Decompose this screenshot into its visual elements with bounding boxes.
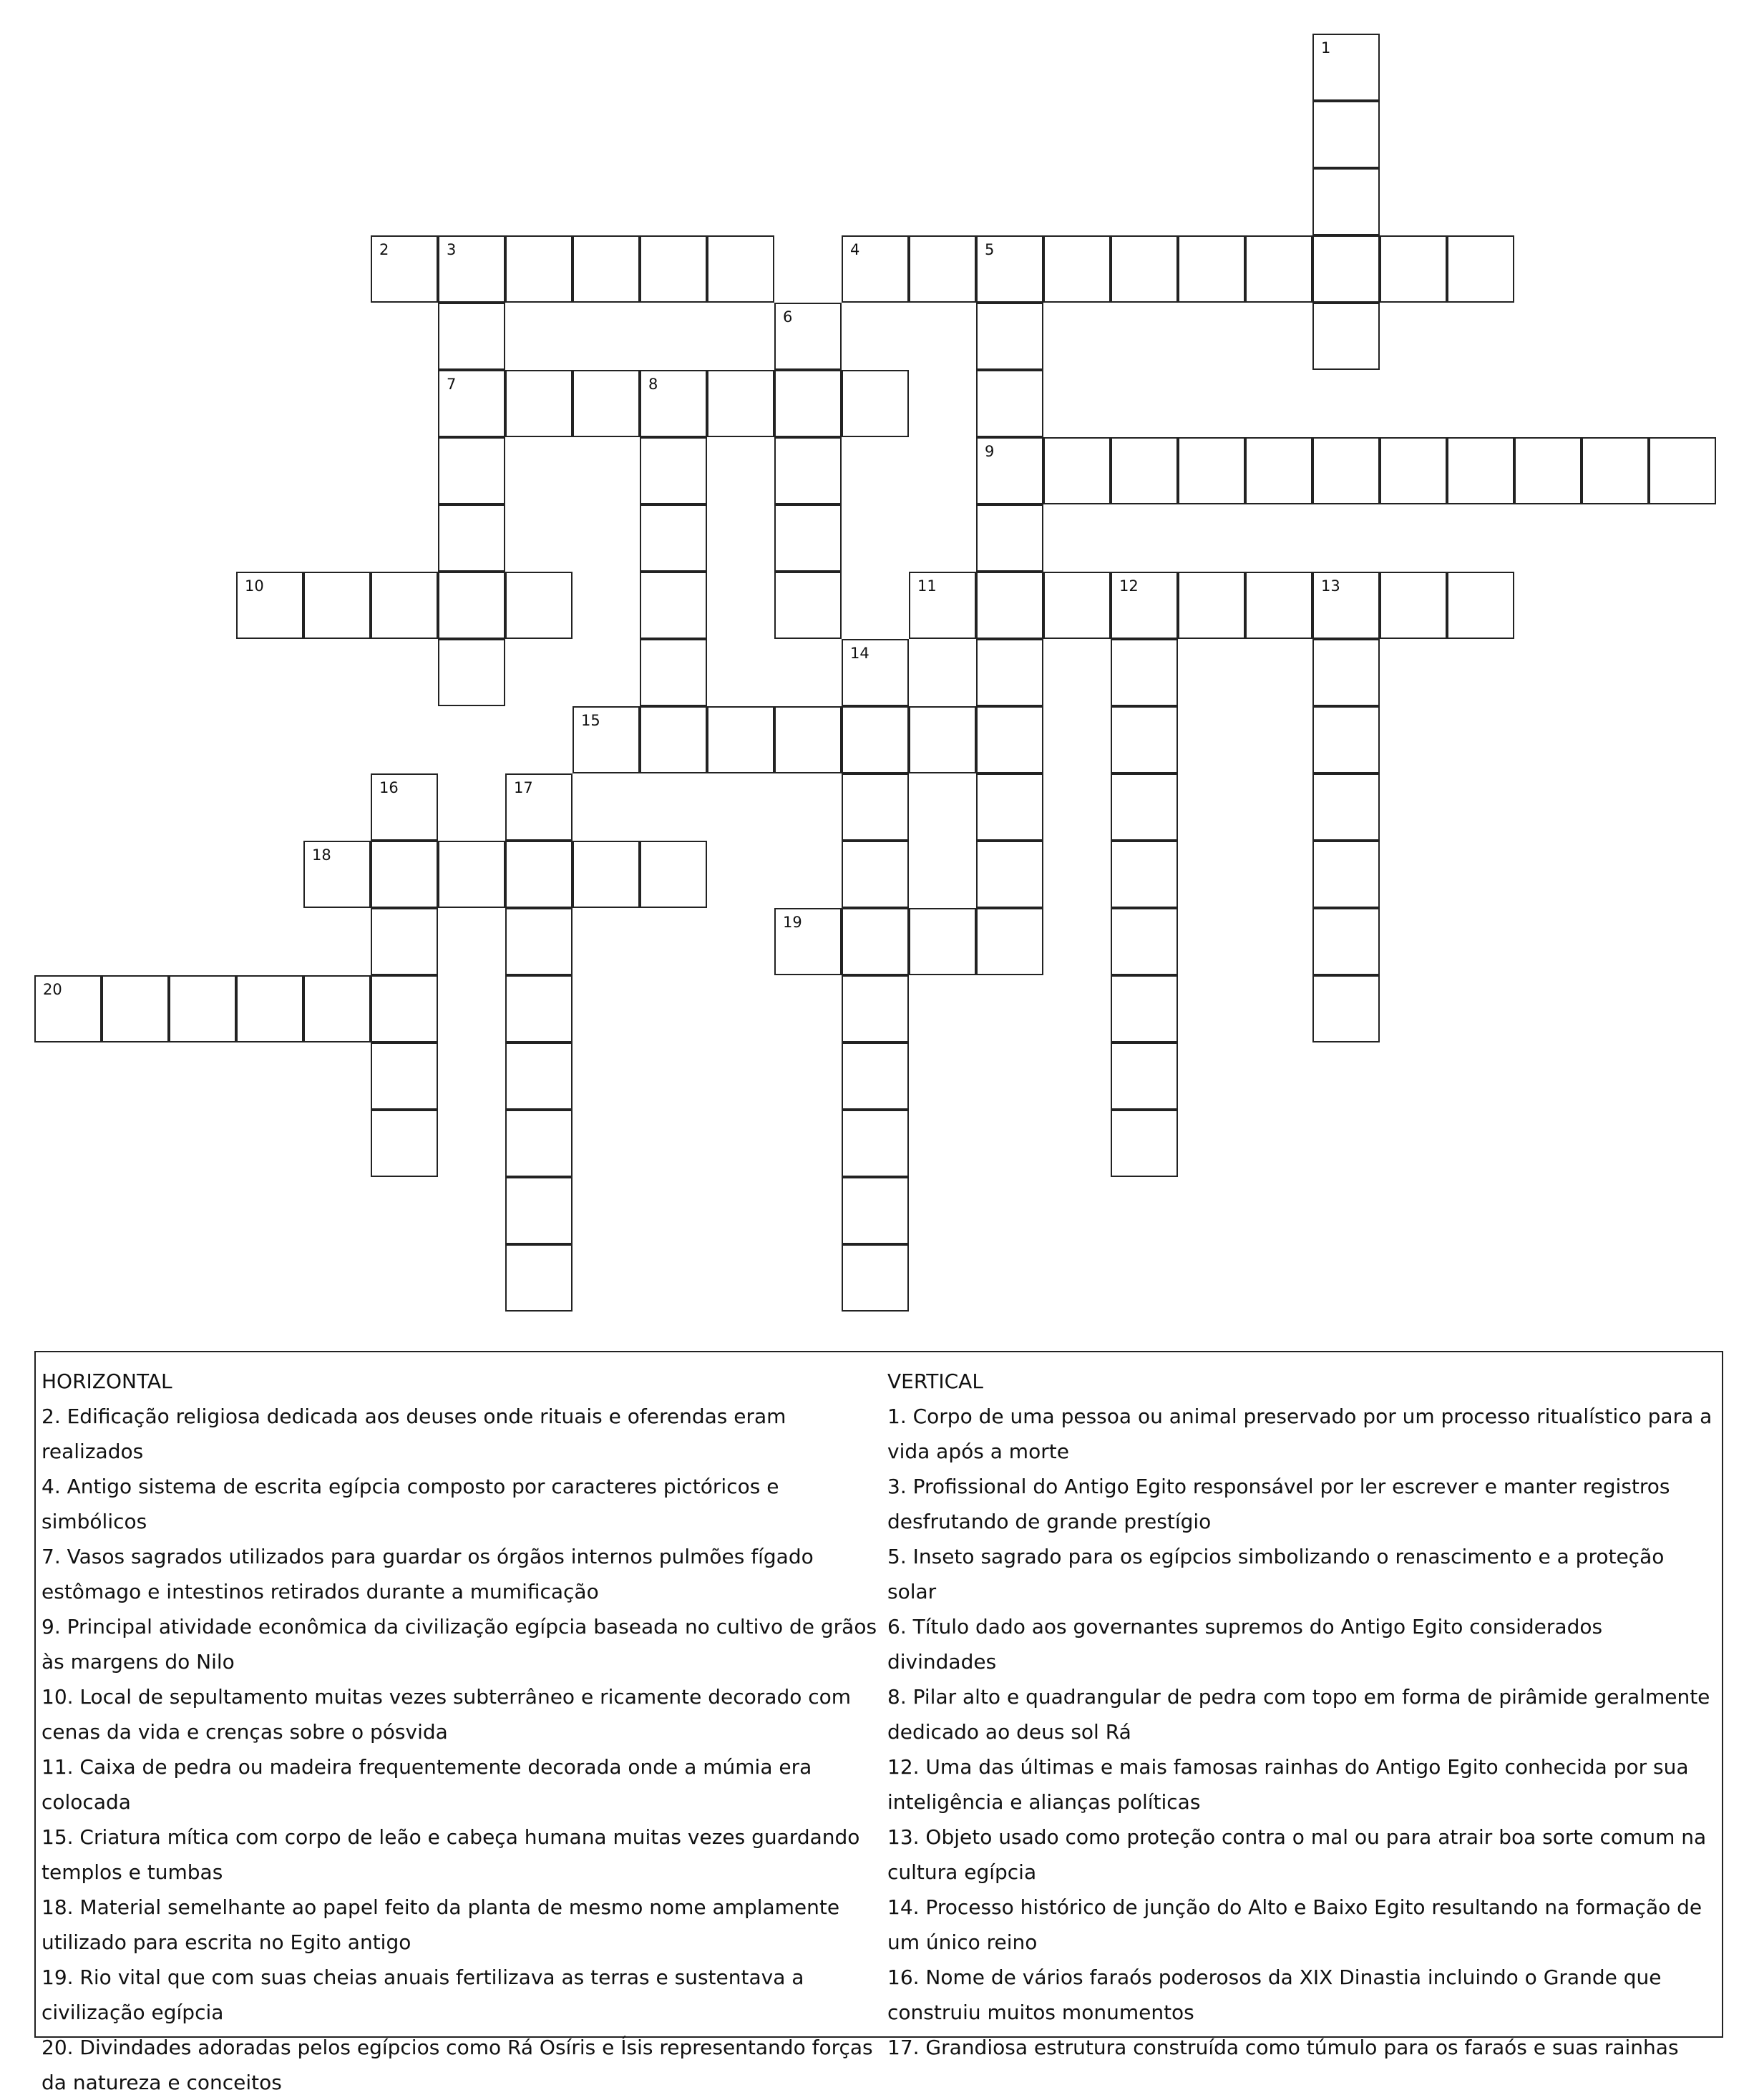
grid-cell[interactable] — [371, 572, 438, 639]
grid-cell[interactable] — [976, 841, 1043, 908]
horizontal-clues — [42, 1364, 879, 2100]
cell-number: 17 — [514, 779, 533, 796]
grid-cell[interactable] — [438, 841, 505, 908]
clue-h-18: 18. Material semelhante ao papel feito da planta de mesmo nome amplamente utilizado para escrita no Egito antigo — [42, 1895, 840, 1954]
grid-cell[interactable] — [505, 370, 573, 437]
grid-cell[interactable] — [842, 235, 909, 303]
grid-cell[interactable] — [1111, 235, 1178, 303]
grid-cell[interactable] — [303, 841, 371, 908]
cell-number: 12 — [1119, 577, 1139, 595]
cell-number: 2 — [379, 241, 389, 258]
grid-cell[interactable] — [1312, 975, 1380, 1042]
grid-cell[interactable] — [842, 975, 909, 1042]
grid-cell[interactable] — [976, 303, 1043, 370]
grid-cell[interactable] — [909, 706, 976, 773]
grid-cell[interactable] — [438, 235, 505, 303]
grid-cell[interactable] — [1111, 908, 1178, 975]
grid-cell[interactable] — [640, 437, 707, 504]
grid-cell[interactable] — [774, 303, 842, 370]
grid-cell[interactable] — [976, 706, 1043, 773]
grid-cell[interactable] — [640, 370, 707, 437]
grid-cell[interactable] — [371, 841, 438, 908]
grid-cell[interactable] — [976, 908, 1043, 975]
cell-number: 19 — [783, 914, 802, 931]
grid-cell[interactable] — [976, 504, 1043, 572]
grid-cell[interactable] — [774, 370, 842, 437]
grid-cell[interactable] — [505, 1244, 573, 1312]
grid-cell[interactable] — [34, 975, 102, 1042]
clue-h-4: 4. Antigo sistema de escrita egípcia composto por caracteres pictóricos e simbólicos — [42, 1475, 779, 1533]
grid-cell[interactable] — [842, 1042, 909, 1110]
grid-cell[interactable] — [1380, 437, 1447, 504]
grid-cell[interactable] — [842, 1244, 909, 1312]
grid-cell[interactable] — [774, 437, 842, 504]
clue-h-20: 20. Divindades adoradas pelos egípcios como Rá Osíris e Ísis representando forças da natureza e conceitos — [42, 2036, 873, 2094]
vertical-heading: VERTICAL — [887, 1369, 983, 1393]
grid-cell[interactable] — [1178, 235, 1245, 303]
grid-cell[interactable] — [1312, 773, 1380, 841]
clue-h-19: 19. Rio vital que com suas cheias anuais fertilizava as terras e sustentava a civilização egípcia — [42, 1965, 804, 2024]
grid-cell[interactable] — [573, 706, 640, 773]
grid-cell[interactable] — [842, 908, 909, 975]
grid-cell[interactable] — [1582, 437, 1649, 504]
grid-cell[interactable] — [774, 504, 842, 572]
grid-cell[interactable] — [909, 908, 976, 975]
grid-cell[interactable] — [707, 706, 774, 773]
grid-cell[interactable] — [573, 841, 640, 908]
clue-v-1: 1. Corpo de uma pessoa ou animal preservado por um processo ritualístico para a vida após a morte — [887, 1405, 1713, 1463]
grid-cell[interactable] — [1514, 437, 1582, 504]
grid-cell[interactable] — [909, 572, 976, 639]
grid-cell[interactable] — [1312, 34, 1380, 101]
grid-cell[interactable] — [774, 572, 842, 639]
cell-number: 8 — [648, 376, 658, 393]
grid-cell[interactable] — [976, 437, 1043, 504]
grid-cell[interactable] — [1178, 572, 1245, 639]
cell-number: 15 — [581, 712, 600, 729]
clue-h-10: 10. Local de sepultamento muitas vezes subterrâneo e ricamente decorado com cenas da vida e crenças sobre o pósvida — [42, 1685, 852, 1744]
cell-number: 6 — [783, 308, 793, 326]
clue-v-16: 16. Nome de vários faraós poderosos da XIX Dinastia incluindo o Grande que construiu muitos monumentos — [887, 1965, 1662, 2024]
cell-number: 4 — [850, 241, 860, 258]
grid-cell[interactable] — [303, 572, 371, 639]
grid-cell[interactable] — [1312, 908, 1380, 975]
clue-h-9: 9. Principal atividade econômica da civilização egípcia baseada no cultivo de grãos às margens do Nilo — [42, 1615, 877, 1674]
grid-cell[interactable] — [1043, 572, 1111, 639]
clue-v-14: 14. Processo histórico de junção do Alto e Baixo Egito resultando na formação de um único reino — [887, 1895, 1702, 1954]
grid-cell[interactable] — [438, 437, 505, 504]
grid-cell[interactable] — [1312, 168, 1380, 235]
grid-cell[interactable] — [573, 235, 640, 303]
grid-cell[interactable] — [640, 572, 707, 639]
grid-cell[interactable] — [640, 841, 707, 908]
grid-cell[interactable] — [976, 639, 1043, 706]
grid-cell[interactable] — [371, 773, 438, 841]
grid-cell[interactable] — [1043, 235, 1111, 303]
grid-cell[interactable] — [1111, 1110, 1178, 1177]
cell-number: 13 — [1321, 577, 1340, 595]
grid-cell[interactable] — [1447, 572, 1514, 639]
cell-number: 20 — [43, 981, 62, 998]
grid-cell[interactable] — [505, 572, 573, 639]
grid-cell[interactable] — [707, 235, 774, 303]
cell-number: 7 — [447, 376, 457, 393]
grid-cell[interactable] — [842, 773, 909, 841]
grid-cell[interactable] — [303, 975, 371, 1042]
cell-number: 9 — [985, 443, 995, 460]
grid-cell[interactable] — [573, 370, 640, 437]
grid-cell[interactable] — [707, 370, 774, 437]
grid-cell[interactable] — [976, 370, 1043, 437]
grid-cell[interactable] — [438, 504, 505, 572]
grid-cell[interactable] — [1447, 437, 1514, 504]
clue-h-11: 11. Caixa de pedra ou madeira frequentemente decorada onde a múmia era colocada — [42, 1755, 812, 1814]
grid-cell[interactable] — [640, 504, 707, 572]
grid-cell[interactable] — [909, 235, 976, 303]
grid-cell[interactable] — [505, 235, 573, 303]
grid-cell[interactable] — [640, 235, 707, 303]
cell-number: 3 — [447, 241, 457, 258]
grid-cell[interactable] — [438, 572, 505, 639]
grid-cell[interactable] — [438, 303, 505, 370]
grid-cell[interactable] — [1111, 639, 1178, 706]
clue-h-2: 2. Edificação religiosa dedicada aos deuses onde rituais e oferendas eram realizados — [42, 1405, 786, 1463]
grid-cell[interactable] — [1111, 1042, 1178, 1110]
clue-v-8: 8. Pilar alto e quadrangular de pedra com topo em forma de pirâmide geralmente dedicado ao deus sol Rá — [887, 1685, 1710, 1744]
grid-cell[interactable] — [976, 773, 1043, 841]
cell-number: 1 — [1321, 39, 1331, 57]
cell-number: 10 — [245, 577, 264, 595]
grid-cell[interactable] — [1447, 235, 1514, 303]
clues-panel — [34, 1351, 1723, 2094]
clue-v-3: 3. Profissional do Antigo Egito responsável por ler escrever e manter registros desfrutando de grande prestígio — [887, 1475, 1670, 1533]
grid-cell[interactable] — [505, 1177, 573, 1244]
grid-cell[interactable] — [1312, 706, 1380, 773]
grid-cell[interactable] — [505, 908, 573, 975]
grid-cell[interactable] — [842, 1110, 909, 1177]
grid-cell[interactable] — [774, 908, 842, 975]
grid-cell[interactable] — [505, 773, 573, 841]
grid-cell[interactable] — [774, 706, 842, 773]
grid-cell[interactable] — [505, 1110, 573, 1177]
grid-cell[interactable] — [1111, 572, 1178, 639]
grid-cell[interactable] — [640, 706, 707, 773]
grid-cell[interactable] — [505, 975, 573, 1042]
grid-cell[interactable] — [1312, 841, 1380, 908]
grid-cell[interactable] — [1312, 101, 1380, 168]
grid-cell[interactable] — [505, 841, 573, 908]
clue-h-7: 7. Vasos sagrados utilizados para guardar os órgãos internos pulmões fígado estômago e intestinos retirados durante a mumificação — [42, 1545, 814, 1603]
grid-cell[interactable] — [438, 639, 505, 706]
cell-number: 18 — [312, 846, 331, 864]
grid-cell[interactable] — [438, 370, 505, 437]
grid-cell[interactable] — [371, 1110, 438, 1177]
grid-cell[interactable] — [1245, 572, 1312, 639]
grid-cell[interactable] — [1380, 572, 1447, 639]
horizontal-heading: HORIZONTAL — [42, 1369, 172, 1393]
cell-number: 11 — [917, 577, 937, 595]
grid-cell[interactable] — [1312, 303, 1380, 370]
grid-cell[interactable] — [371, 908, 438, 975]
grid-cell[interactable] — [102, 975, 169, 1042]
grid-cell[interactable] — [842, 370, 909, 437]
cell-number: 5 — [985, 241, 995, 258]
grid-cell[interactable] — [236, 572, 303, 639]
grid-cell[interactable] — [976, 572, 1043, 639]
grid-cell[interactable] — [1245, 235, 1312, 303]
grid-cell[interactable] — [1111, 706, 1178, 773]
clue-v-17: 17. Grandiosa estrutura construída como túmulo para os faraós e suas rainhas — [887, 2036, 1679, 2059]
cell-number: 16 — [379, 779, 399, 796]
grid-cell[interactable] — [842, 706, 909, 773]
grid-cell[interactable] — [1245, 437, 1312, 504]
clue-v-13: 13. Objeto usado como proteção contra o mal ou para atrair boa sorte comum na cultura egípcia — [887, 1825, 1707, 1884]
grid-cell[interactable] — [1111, 437, 1178, 504]
cell-number: 14 — [850, 645, 869, 662]
clue-v-6: 6. Título dado aos governantes supremos do Antigo Egito considerados divindades — [887, 1615, 1603, 1674]
grid-cell[interactable] — [1312, 437, 1380, 504]
grid-cell[interactable] — [1312, 639, 1380, 706]
grid-cell[interactable] — [1312, 572, 1380, 639]
grid-cell[interactable] — [505, 1042, 573, 1110]
grid-cell[interactable] — [236, 975, 303, 1042]
vertical-clues — [887, 1364, 1718, 2065]
clue-h-15: 15. Criatura mítica com corpo de leão e cabeça humana muitas vezes guardando templos e tumbas — [42, 1825, 860, 1884]
grid-cell[interactable] — [1111, 975, 1178, 1042]
grid-cell[interactable] — [842, 639, 909, 706]
clue-v-12: 12. Uma das últimas e mais famosas rainhas do Antigo Egito conhecida por sua inteligência e alianças políticas — [887, 1755, 1689, 1814]
grid-cell[interactable] — [1178, 437, 1245, 504]
grid-cell[interactable] — [371, 975, 438, 1042]
grid-cell[interactable] — [842, 841, 909, 908]
grid-cell[interactable] — [371, 1042, 438, 1110]
grid-cell[interactable] — [371, 235, 438, 303]
grid-cell[interactable] — [1043, 437, 1111, 504]
grid-cell[interactable] — [1111, 773, 1178, 841]
grid-cell[interactable] — [1111, 841, 1178, 908]
grid-cell[interactable] — [1312, 235, 1380, 303]
grid-cell[interactable] — [842, 1177, 909, 1244]
grid-cell[interactable] — [169, 975, 236, 1042]
grid-cell[interactable] — [976, 235, 1043, 303]
clue-v-5: 5. Inseto sagrado para os egípcios simbolizando o renascimento e a proteção solar — [887, 1545, 1665, 1603]
grid-cell[interactable] — [1649, 437, 1716, 504]
grid-cell[interactable] — [1380, 235, 1447, 303]
grid-cell[interactable] — [640, 639, 707, 706]
